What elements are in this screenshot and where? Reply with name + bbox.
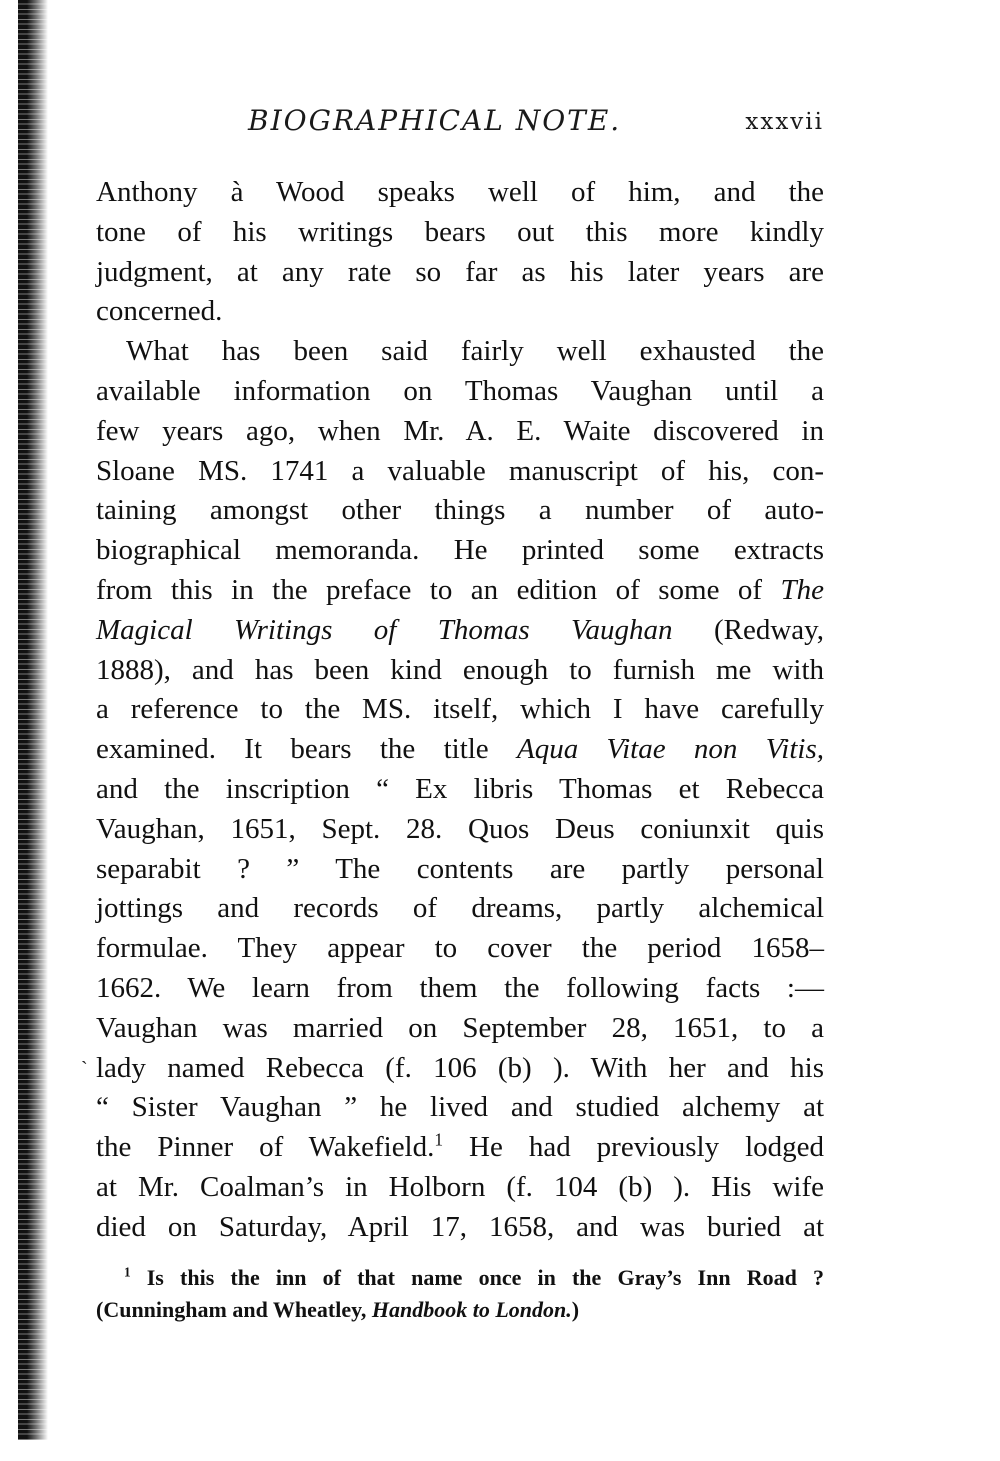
text-line [96,611,824,651]
footnote-text: ) [571,1297,580,1322]
footnote-text: Is this the inn of that name once in the Gray’s Inn Road ? [146,1265,825,1290]
text-line: available information on Thomas Vaughan until a [96,374,824,407]
manuscript-title-italic: Aqua Vitae non Vitis, [517,733,825,766]
text-line: 1888), and has been kind enough to furnish me with [96,653,824,686]
footnote-line [96,1294,824,1326]
text-line: died on Saturday, April 17, 1658, and was buried at [96,1210,824,1243]
footnote-text: (Cunningham and Wheatley, [96,1297,367,1322]
footnote-line [96,1262,824,1294]
text-line: few years ago, when Mr. A. E. Waite discovered in [96,414,824,447]
body-text [96,173,824,1248]
binding-gutter-shadow [18,0,48,1440]
text-run: examined. It bears the title [96,733,489,766]
text-line: What has been said fairly well exhausted the [126,335,824,368]
text-line: and the inscription “ Ex libris Thomas et Rebecca [96,772,824,805]
text-line: judgment, at any rate so far as his later years are [96,255,824,288]
text-line: formulae. They appear to cover the period 1658– [96,932,824,965]
footnote-book-title: Handbook to London. [371,1297,572,1322]
footnote-marker: 1 [124,1264,131,1280]
stray-ink-mark: ˋ [81,1058,88,1080]
italic-text-run: The [780,573,825,606]
text-line: Vaughan was married on September 28, 1651, to a [96,1011,824,1044]
running-title: BIOGRAPHICAL NOTE. [248,104,622,137]
text-line: Sloane MS. 1741 a valuable manuscript of his, con- [96,454,824,487]
text-run: the Pinner of Wakefield. [96,1131,435,1164]
page-number: xxxvii [745,109,824,135]
text-line: biographical memoranda. He printed some extracts [96,534,824,567]
text-line: taining amongst other things a number of auto- [96,494,824,527]
text-line [96,1128,824,1168]
text-line: Vaughan, 1651, Sept. 28. Quos Deus coniunxit quis [96,812,824,845]
text-run: (Redway, [713,613,825,646]
text-run: from this in the preface to an edition of some of [96,573,763,606]
text-line: concerned. [96,295,223,328]
footnote [96,1262,824,1326]
text-line [96,730,824,770]
page-header [96,104,824,144]
footnote-reference: 1 [434,1129,444,1150]
text-line: separabit ? ” The contents are partly personal [96,852,824,885]
text-line: Anthony à Wood speaks well of him, and the [96,176,824,208]
text-line: lady named Rebecca (f. 106 (b) ). With her and his [96,1051,824,1084]
book-title-italic: Magical Writings of Thomas Vaughan [96,613,673,646]
text-line: 1662. We learn from them the following facts :— [96,971,824,1004]
text-line: jottings and records of dreams, partly alchemical [96,892,824,925]
text-line: tone of his writings bears out this more kindly [96,215,824,248]
text-line [96,571,824,611]
text-run: He had previously lodged [469,1131,824,1164]
text-line: at Mr. Coalman’s in Holborn (f. 104 (b) ). His wife [96,1170,824,1203]
text-line: “ Sister Vaughan ” he lived and studied alchemy at [96,1091,824,1124]
text-line: a reference to the MS. itself, which I have carefully [96,693,824,726]
